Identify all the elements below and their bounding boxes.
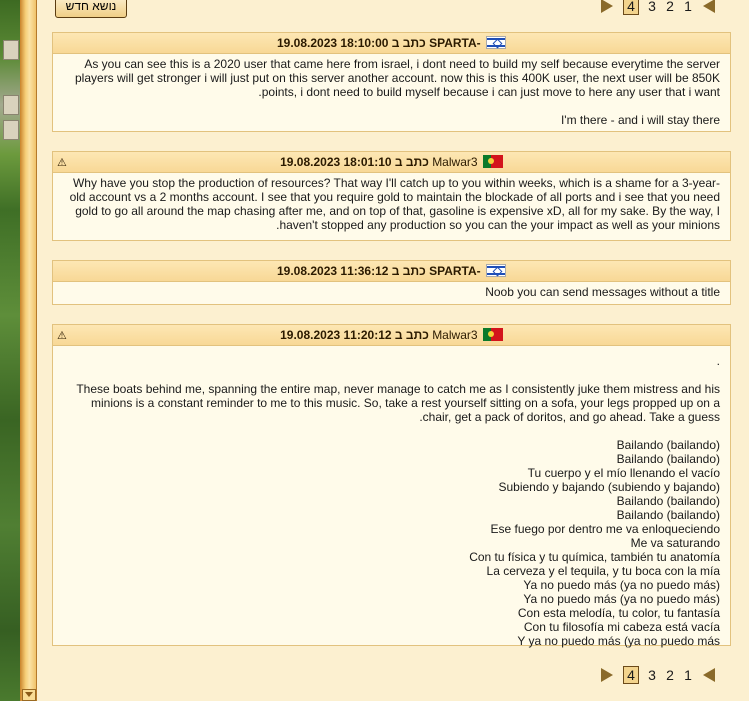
page-link[interactable]: 2 [666,667,674,683]
post-written-label: כתב ב [394,328,429,342]
chevron-down-icon [25,692,33,697]
top-toolbar [37,0,749,20]
post-paragraph: . [716,354,720,368]
post-paragraph: I'm there - and i will stay there [560,113,720,127]
portugal-flag-icon [483,155,503,168]
post-paragraph: As you can see this is a 2020 user that came here from israel, i dont need to build my self because everytime the server players will get stronger i will just put on this server another account. now this is this 400K user, the next user will be 850K points, i dont need to build myself because i can just move to here any user that i want. [75,57,720,99]
post-body [53,54,730,131]
game-map-background [0,0,20,701]
post [52,260,731,305]
lyric-line: Bailando (bailando) [616,494,720,508]
page-link-current[interactable]: 4 [623,0,639,15]
post-written-label: כתב ב [391,264,426,278]
next-page-icon[interactable] [601,668,613,682]
lyric-line: Ya no puedo más (ya no puedo más) [523,592,720,606]
page-link[interactable]: 2 [666,0,674,14]
post-paragraph: Noob you can send messages without a title [485,285,720,299]
portugal-flag-icon [483,328,503,341]
report-warning-icon[interactable]: ⚠ [57,330,67,342]
post-datetime: 19.08.2023 11:20:12 [280,328,392,342]
post-written-label: כתב ב [391,36,426,50]
post [52,32,731,132]
lyric-line: Con tu filosofía mi cabeza está vacía [523,620,720,634]
new-topic-button[interactable]: נושא חדש [55,0,127,18]
lyric-line: Con esta melodía, tu color, tu fantasía [517,606,720,620]
pagination-bottom [595,665,721,685]
post-paragraph: These boats behind me, spanning the entire map, never manage to catch me as I consistently juke them mistress and his minions is a constant reminder to me to this music. So, take a rest yourself sitting on a sofa, your legs propped up on a chair, get a pack of doritos, and go ahead. Take a guess. [76,382,720,424]
page-link-current[interactable]: 4 [623,666,639,684]
post-header [53,33,730,54]
lyric-line: Ese fuego por dentro me va enloqueciendo [490,522,720,536]
post [52,151,731,241]
post-paragraph: Why have you stop the production of resources? That way I'll catch up to you within weeks, which is a shame for a 3-year-old account vs a 2 months account. I see that you require gold to maintain the blockade of all ports and i see that you need gold to go all around the map chasing after me, and on top of that, gasoline is expensive xD, all for my sake. By the way, I haven't stopped any production so you can the your impact as well as your minions. [69,176,720,232]
post-datetime: 19.08.2023 18:01:10 [280,155,392,169]
post-body [53,173,730,236]
post-body [53,346,730,652]
lyric-line: Bailando (bailando) [616,508,720,522]
prev-page-icon[interactable] [703,0,715,13]
post [52,324,731,646]
lyric-line: Y ya no puedo más (ya no puedo más [517,634,720,648]
post-datetime: 19.08.2023 11:36:12 [277,264,389,278]
report-warning-icon[interactable]: ⚠ [57,157,67,169]
post-datetime: 19.08.2023 18:10:00 [277,36,389,50]
post-body [53,282,730,303]
lyric-line: Ya no puedo más (ya no puedo más) [523,578,720,592]
scrollbar-track[interactable] [20,0,37,701]
post-header [53,152,730,173]
post-author[interactable]: SPARTA- [429,36,481,50]
lyric-line: Subiendo y bajando (subiendo y bajando) [498,480,720,494]
pagination-top [595,0,721,16]
lyric-line: Me va saturando [630,536,720,550]
page-link[interactable]: 1 [684,0,692,14]
page-link[interactable]: 3 [648,667,656,683]
page-link[interactable]: 3 [648,0,656,14]
lyric-line: Tu cuerpo y el mío llenando el vacío [527,466,720,480]
post-author[interactable]: SPARTA- [429,264,481,278]
post-written-label: כתב ב [394,155,429,169]
lyric-line: Con tu física y tu química, también tu anatomía [469,550,720,564]
israel-flag-icon [486,264,506,277]
next-page-icon[interactable] [601,0,613,13]
post-author[interactable]: Malwar3 [432,328,478,342]
scroll-down-button[interactable] [22,689,36,701]
israel-flag-icon [486,36,506,49]
post-author[interactable]: Malwar3 [432,155,478,169]
post-header [53,261,730,282]
lyric-line: Bailando (bailando) [616,438,720,452]
forum-thread [37,0,749,701]
post-header [53,325,730,346]
page-link[interactable]: 1 [684,667,692,683]
prev-page-icon[interactable] [703,668,715,682]
lyric-line: La cerveza y el tequila, y tu boca con la mía [486,564,720,578]
lyric-line: Bailando (bailando) [616,452,720,466]
